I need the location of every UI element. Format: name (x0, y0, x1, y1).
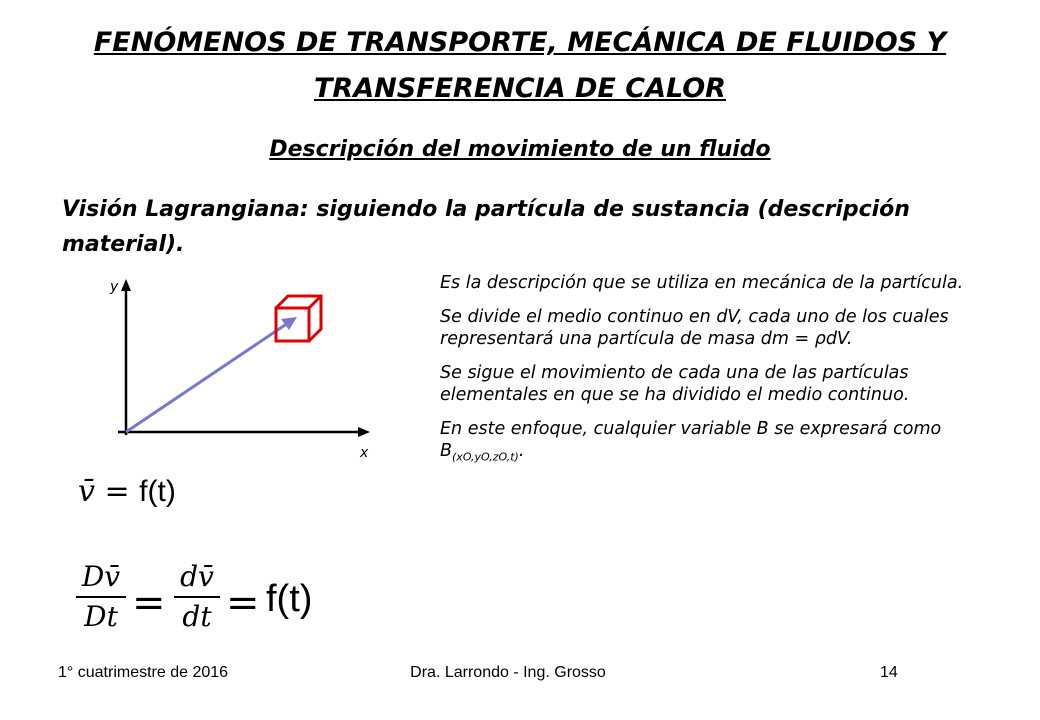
eq1-rhs: f(t) (139, 475, 176, 508)
x-axis-label: x (360, 445, 369, 461)
paragraph-4-subscript: (xO,yO,zO,t) (452, 450, 519, 464)
equation-material-derivative (76, 560, 336, 644)
eq2-rhs: f(t) (266, 578, 313, 620)
eq2-numerator-D: Dv̄ (81, 560, 121, 593)
equation-velocity (78, 474, 176, 509)
paragraph-3: Se sigue el movimiento de cada una de las partículas elementales en que se ha dividido el medio continuo. (440, 363, 910, 405)
paragraph-4-suffix: . (518, 441, 525, 461)
fluid-particle-cube (276, 296, 321, 341)
footer-term: 1° cuatrimestre de 2016 (58, 664, 229, 681)
eq2-numerator-d: dv̄ (180, 560, 214, 593)
slide-title: FENÓMENOS DE TRANSPORTE, MECÁNICA DE FLUIDOS Y TRANSFERENCIA DE CALOR (93, 27, 947, 104)
eq2-denominator-D: Dt (84, 600, 118, 633)
lagrangian-heading: Visión Lagrangiana: siguiendo la partícula de sustancia (descripción material). (62, 197, 910, 257)
description-text (440, 272, 1010, 481)
page-number: 14 (880, 664, 898, 681)
y-axis-label: y (110, 279, 119, 295)
eq2-equals-1: = (132, 580, 166, 626)
position-vector (126, 323, 288, 432)
paragraph-2: Se divide el medio continuo en dV, cada uno de los cuales representará una partícula de masa dm = ρdV. (440, 307, 949, 349)
paragraph-4-text: En este enfoque, cualquier variable B se expresará como B (440, 419, 942, 461)
eq2-equals-2: = (226, 580, 260, 626)
footer-authors: Dra. Larrondo - Ing. Grosso (410, 664, 606, 681)
eq2-denominator-d: dt (182, 600, 212, 633)
x-axis-arrowhead (358, 427, 370, 437)
position-vector-arrowhead (281, 317, 297, 330)
section-subtitle: Descripción del movimiento de un fluido (269, 137, 771, 162)
lagrangian-diagram (100, 275, 390, 465)
y-axis-arrowhead (121, 279, 131, 291)
paragraph-4 (440, 418, 1010, 469)
eq1-lhs: v̄ = (78, 474, 140, 509)
paragraph-1: Es la descripción que se utiliza en mecánica de la partícula. (440, 273, 964, 293)
